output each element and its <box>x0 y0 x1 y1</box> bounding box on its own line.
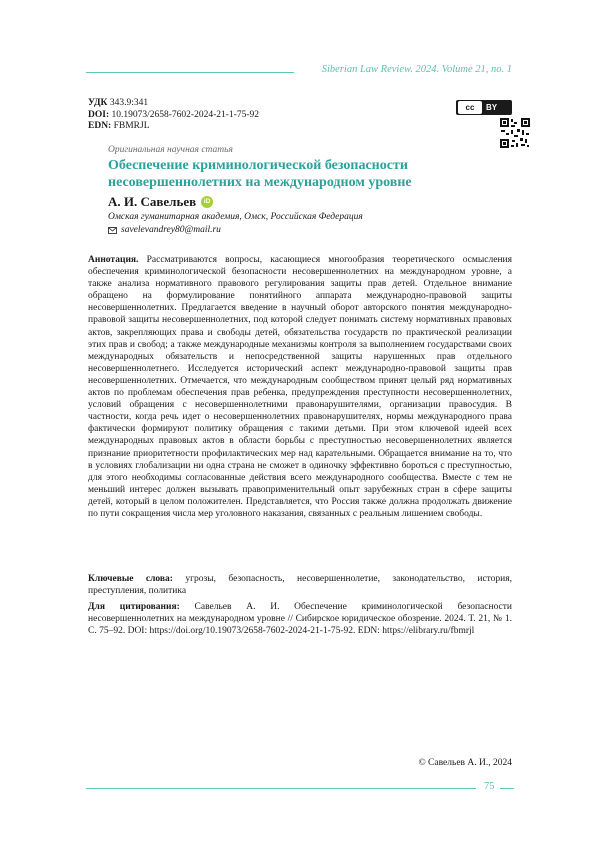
citation-text: Савельев А. И. Обеспечение криминологической безопасности несовершеннолетних на международном уровне // Сибирское юридическое обозрение. 2024. Т. 21, № 1. С. 75–92. DOI: https://doi.org/10.19073/2658-7602-2024-21-1-75-92. EDN: https://elibrary.ru/fbmrjl <box>88 602 513 637</box>
abstract-label: Аннотация. <box>88 255 139 265</box>
edn-label: EDN: <box>88 121 112 131</box>
email-address[interactable]: savelevandrey80@mail.ru <box>121 225 221 235</box>
article-meta <box>88 98 259 133</box>
by-icon: BY <box>486 103 498 112</box>
keywords <box>88 573 512 597</box>
udk-label: УДК <box>88 98 108 108</box>
edn-value: FBMRJL <box>113 121 150 131</box>
author-line <box>108 194 213 210</box>
article-title: Обеспечение криминологической безопасности несовершеннолетних на международном уровне <box>108 158 412 190</box>
email-line <box>108 225 221 235</box>
qr-code-icon <box>500 118 530 148</box>
keywords-label: Ключевые слова: <box>88 574 173 584</box>
keywords-text: угрозы, безопасность, несовершеннолетие, законодательство, история, преступления, политика <box>88 574 513 597</box>
abstract <box>88 254 512 520</box>
article-type: Оригинальная научная статья <box>108 145 233 155</box>
doi-label: DOI: <box>88 109 110 120</box>
abstract-text: Рассматриваются вопросы, касающиеся многообразия теоретического осмысления обеспечения криминологической безопасности несовершеннолетних на международном уровне, а также анализа нормативного правового регулирования защиты прав детей. Отдельное внимание обращено на формулирование понятийного аппарата международно-правовой защиты несовершеннолетних. Предлагается введение в научный оборот авторского понятия международно-правовой защиты несовершеннолетних, под которой следует понимать систему нормативных правовых актов, закрепляющих права и свободы детей, обязательства государств по практической реализации этих прав и свобод; а также международные механизмы контроля за выполнением государствами своих международных обязательств и непосредственной защиты нарушенных прав отдельного несовершеннолетнего. Исследуется исторический аспект международно-правовой защиты прав несовершеннолетних. Отмечается, что международным сообществом принят целый ряд нормативных актов по проблемам обеспечения прав ребенка, предупреждения преступности несовершеннолетних, условий обращения с несовершеннолетними правонарушителями, организации правосудия. В частности, когда речь идет о несовершеннолетних правонарушителях, нормы международного права фактически формируют политику обращения с такими детьми. При этом ключевой идеей всех международных правовых актов в области борьбы с преступностью несовершеннолетних является признание приоритетности профилактических мер над карательными. Обращается внимание на то, что в условиях глобализации ни одна страна не сможет в одиночку эффективно бороться с преступностью, для этого необходимы согласованные действия всего международного сообщества. Вместе с тем не меньший интерес должен вызывать правоприменительный опыт зарубежных стран в сфере защиты детей, который в целом положителен. Представляется, что Россия также должна продолжать движение по пути сокращения числа мер уголовного наказания, связанных с реальным лишением свободы. <box>88 255 512 519</box>
udk-value: 343.9:341 <box>109 98 149 108</box>
citation <box>88 601 512 637</box>
affiliation: Омская гуманитарная академия, Омск, Российская Федерация <box>108 212 363 222</box>
citation-label: Для цитирования: <box>88 602 180 612</box>
cc-icon: cc <box>458 101 482 114</box>
cc-by-license-badge[interactable] <box>456 100 512 115</box>
envelope-icon <box>108 227 117 234</box>
orcid-icon[interactable]: iD <box>201 196 213 208</box>
header-rule <box>86 72 294 73</box>
copyright: © Савельев А. И., 2024 <box>418 758 512 768</box>
page-number: 75 <box>484 781 495 792</box>
footer-rule <box>86 788 476 789</box>
footer-rule-right <box>500 788 514 789</box>
author-name: А. И. Савельев <box>108 194 197 209</box>
journal-header: Siberian Law Review. 2024. Volume 21, no. 1 <box>321 64 512 75</box>
doi-value[interactable]: 10.19073/2658-7602-2024-21-1-75-92 <box>111 109 259 120</box>
